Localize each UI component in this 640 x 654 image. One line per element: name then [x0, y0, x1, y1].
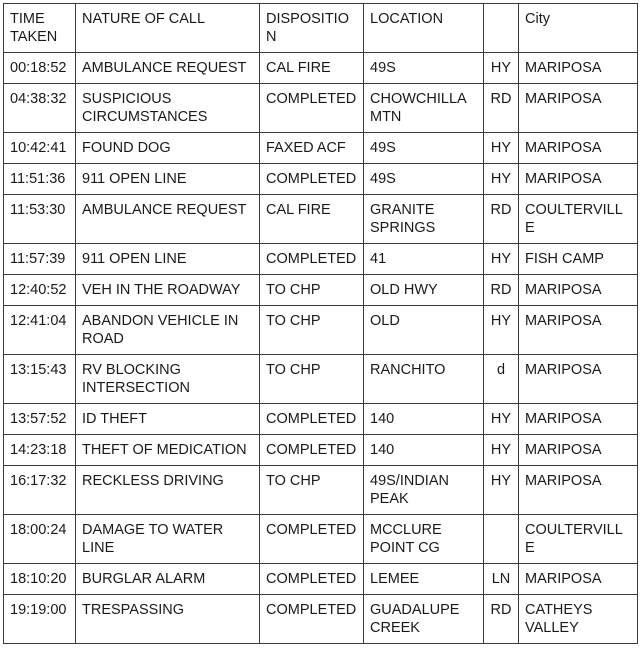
cell-location: 49S: [364, 164, 484, 195]
table-row: [4, 564, 638, 595]
table-row: [4, 53, 638, 84]
cell-city: MARIPOSA: [519, 133, 638, 164]
cell-location: 49S: [364, 133, 484, 164]
cell-location: 140: [364, 404, 484, 435]
table-body: [4, 53, 638, 644]
cell-location: OLD HWY: [364, 275, 484, 306]
cell-city: COULTERVILLE: [519, 515, 638, 564]
cell-nature-of-call: FOUND DOG: [76, 133, 260, 164]
cell-street-suffix: RD: [484, 595, 519, 644]
cell-location: 49S/INDIAN PEAK: [364, 466, 484, 515]
cell-disposition: COMPLETED: [260, 435, 364, 466]
cell-city: MARIPOSA: [519, 53, 638, 84]
cell-city: MARIPOSA: [519, 564, 638, 595]
cell-disposition: COMPLETED: [260, 244, 364, 275]
cell-street-suffix: HY: [484, 53, 519, 84]
cell-disposition: COMPLETED: [260, 84, 364, 133]
table-row: [4, 84, 638, 133]
cell-street-suffix: RD: [484, 84, 519, 133]
cell-street-suffix: [484, 515, 519, 564]
cell-street-suffix: HY: [484, 244, 519, 275]
cell-nature-of-call: VEH IN THE ROADWAY: [76, 275, 260, 306]
cell-nature-of-call: SUSPICIOUS CIRCUMSTANCES: [76, 84, 260, 133]
cell-time-taken: 16:17:32: [4, 466, 76, 515]
cell-street-suffix: HY: [484, 164, 519, 195]
cell-city: MARIPOSA: [519, 84, 638, 133]
cell-city: MARIPOSA: [519, 435, 638, 466]
cell-nature-of-call: BURGLAR ALARM: [76, 564, 260, 595]
cell-nature-of-call: ID THEFT: [76, 404, 260, 435]
cell-time-taken: 12:40:52: [4, 275, 76, 306]
header-row: [4, 4, 638, 53]
cell-time-taken: 18:10:20: [4, 564, 76, 595]
cell-nature-of-call: TRESPASSING: [76, 595, 260, 644]
cell-location: LEMEE: [364, 564, 484, 595]
cell-nature-of-call: 911 OPEN LINE: [76, 164, 260, 195]
cell-disposition: COMPLETED: [260, 404, 364, 435]
cell-time-taken: 11:57:39: [4, 244, 76, 275]
cell-city: CATHEYS VALLEY: [519, 595, 638, 644]
cell-city: MARIPOSA: [519, 466, 638, 515]
cell-city: COULTERVILLE: [519, 195, 638, 244]
cell-disposition: CAL FIRE: [260, 195, 364, 244]
table-row: [4, 515, 638, 564]
cell-location: OLD: [364, 306, 484, 355]
header-disposition: DISPOSITION: [260, 4, 364, 53]
cell-street-suffix: HY: [484, 435, 519, 466]
cell-city: MARIPOSA: [519, 404, 638, 435]
table-row: [4, 435, 638, 466]
header-nature-of-call: NATURE OF CALL: [76, 4, 260, 53]
cell-nature-of-call: RECKLESS DRIVING: [76, 466, 260, 515]
cell-location: 49S: [364, 53, 484, 84]
header-city: City: [519, 4, 638, 53]
cell-nature-of-call: AMBULANCE REQUEST: [76, 195, 260, 244]
table-row: [4, 595, 638, 644]
header-time-taken: TIME TAKEN: [4, 4, 76, 53]
table-row: [4, 404, 638, 435]
cell-location: 41: [364, 244, 484, 275]
cell-time-taken: 11:51:36: [4, 164, 76, 195]
cell-location: CHOWCHILLA MTN: [364, 84, 484, 133]
cell-time-taken: 13:15:43: [4, 355, 76, 404]
cell-location: GUADALUPE CREEK: [364, 595, 484, 644]
cell-city: MARIPOSA: [519, 355, 638, 404]
cell-street-suffix: HY: [484, 466, 519, 515]
cell-disposition: COMPLETED: [260, 595, 364, 644]
cell-street-suffix: d: [484, 355, 519, 404]
cell-disposition: COMPLETED: [260, 564, 364, 595]
cell-nature-of-call: RV BLOCKING INTERSECTION: [76, 355, 260, 404]
cell-city: MARIPOSA: [519, 306, 638, 355]
cell-street-suffix: HY: [484, 306, 519, 355]
cell-time-taken: 14:23:18: [4, 435, 76, 466]
cell-street-suffix: HY: [484, 133, 519, 164]
table-row: [4, 355, 638, 404]
cell-city: FISH CAMP: [519, 244, 638, 275]
table-header: [4, 4, 638, 53]
table-row: [4, 306, 638, 355]
call-log-table: [3, 3, 638, 644]
cell-location: RANCHITO: [364, 355, 484, 404]
cell-location: GRANITE SPRINGS: [364, 195, 484, 244]
table-row: [4, 466, 638, 515]
cell-nature-of-call: DAMAGE TO WATER LINE: [76, 515, 260, 564]
cell-nature-of-call: ABANDON VEHICLE IN ROAD: [76, 306, 260, 355]
table-row: [4, 164, 638, 195]
table-row: [4, 133, 638, 164]
cell-time-taken: 18:00:24: [4, 515, 76, 564]
cell-disposition: TO CHP: [260, 306, 364, 355]
cell-street-suffix: HY: [484, 404, 519, 435]
cell-time-taken: 10:42:41: [4, 133, 76, 164]
cell-disposition: TO CHP: [260, 275, 364, 306]
cell-location: MCCLURE POINT CG: [364, 515, 484, 564]
table-row: [4, 275, 638, 306]
table-row: [4, 244, 638, 275]
cell-nature-of-call: 911 OPEN LINE: [76, 244, 260, 275]
header-location: LOCATION: [364, 4, 484, 53]
cell-city: MARIPOSA: [519, 275, 638, 306]
cell-disposition: CAL FIRE: [260, 53, 364, 84]
cell-disposition: COMPLETED: [260, 515, 364, 564]
table-row: [4, 195, 638, 244]
cell-city: MARIPOSA: [519, 164, 638, 195]
cell-time-taken: 13:57:52: [4, 404, 76, 435]
cell-time-taken: 11:53:30: [4, 195, 76, 244]
cell-street-suffix: LN: [484, 564, 519, 595]
cell-time-taken: 19:19:00: [4, 595, 76, 644]
header-street-suffix: [484, 4, 519, 53]
cell-location: 140: [364, 435, 484, 466]
cell-disposition: FAXED ACF: [260, 133, 364, 164]
cell-disposition: TO CHP: [260, 466, 364, 515]
cell-time-taken: 00:18:52: [4, 53, 76, 84]
cell-nature-of-call: THEFT OF MEDICATION: [76, 435, 260, 466]
cell-street-suffix: RD: [484, 275, 519, 306]
cell-nature-of-call: AMBULANCE REQUEST: [76, 53, 260, 84]
cell-time-taken: 12:41:04: [4, 306, 76, 355]
cell-disposition: COMPLETED: [260, 164, 364, 195]
cell-time-taken: 04:38:32: [4, 84, 76, 133]
cell-disposition: TO CHP: [260, 355, 364, 404]
cell-street-suffix: RD: [484, 195, 519, 244]
